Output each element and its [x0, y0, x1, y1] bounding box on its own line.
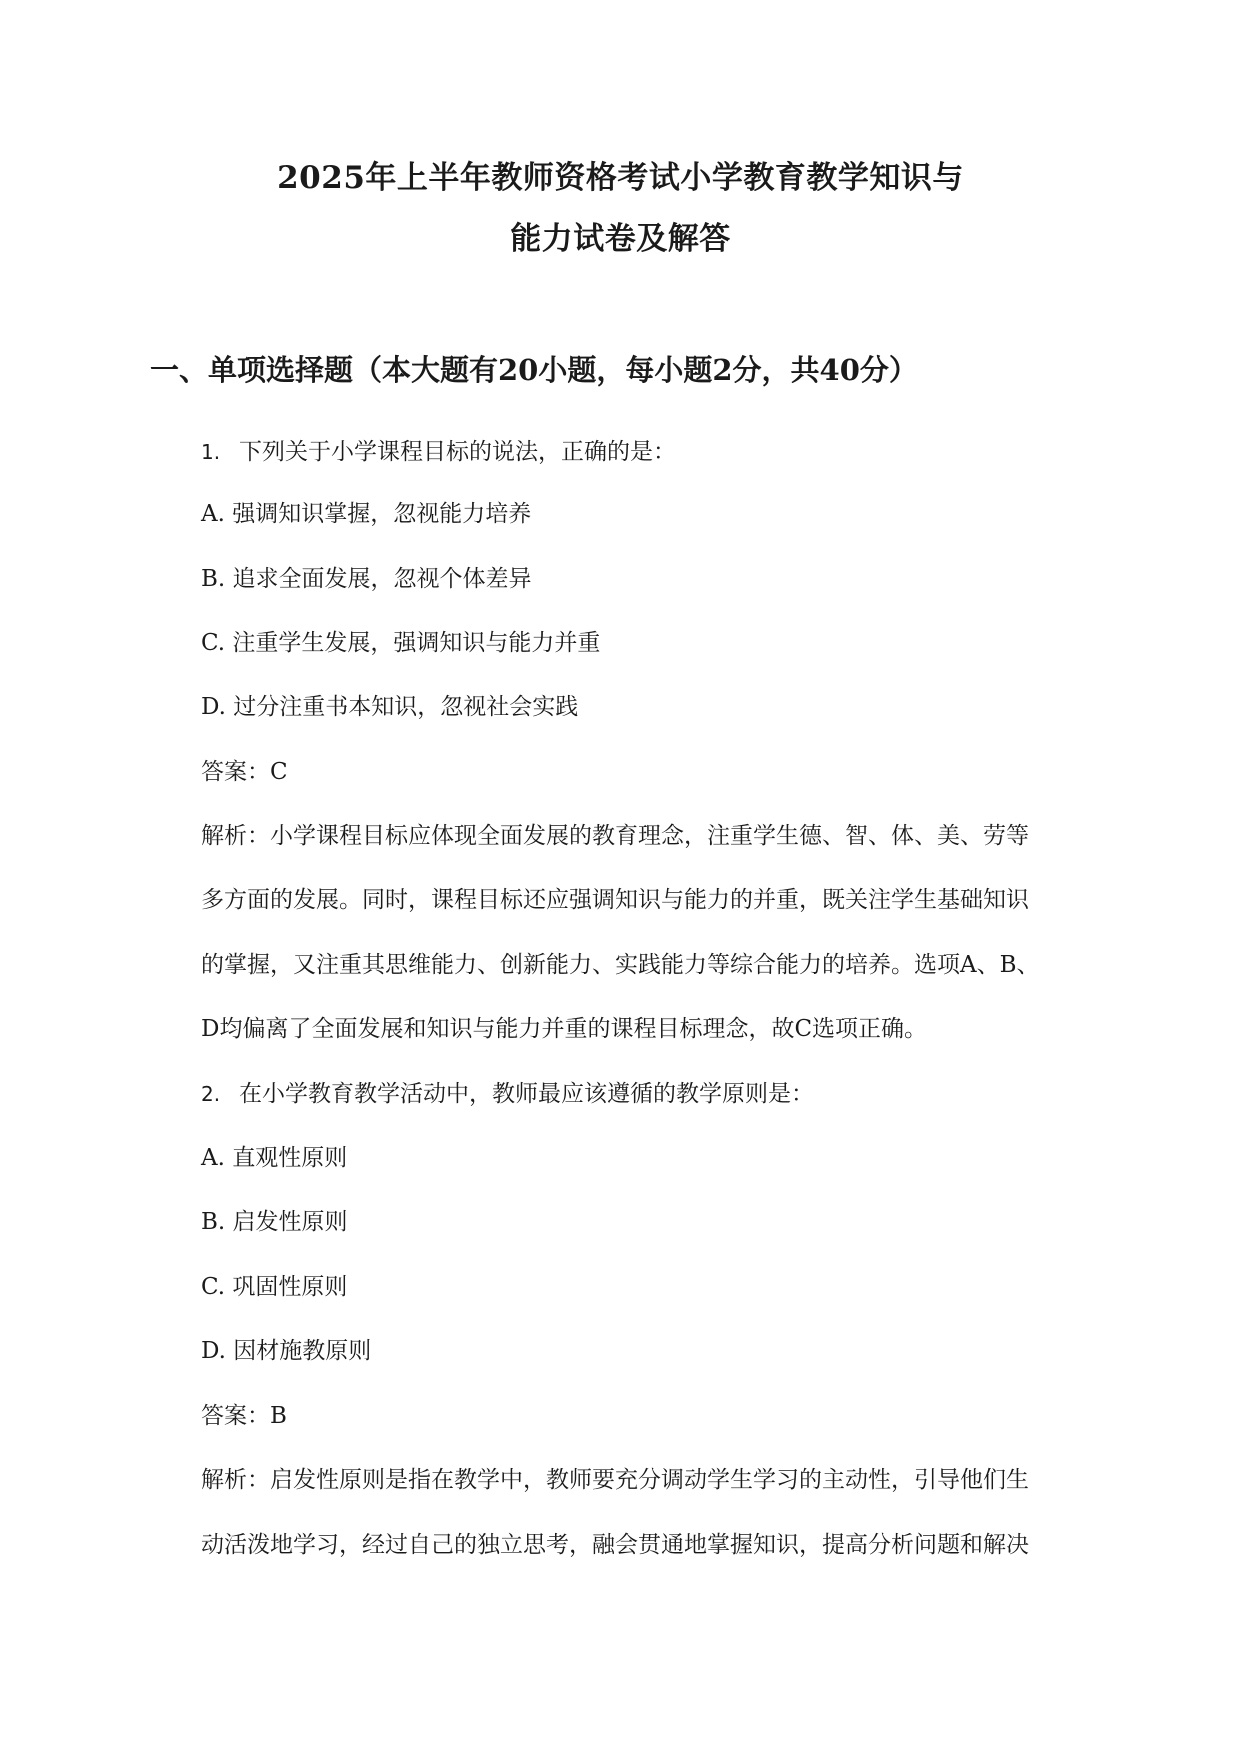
- question-1-number: 1.: [201, 440, 221, 464]
- question-1-stem: 下列关于小学课程目标的说法，正确的是：: [239, 439, 676, 465]
- question-2-stem-row: [201, 1078, 814, 1110]
- question-2-option-b: B. 启发性原则: [201, 1209, 348, 1235]
- question-1-option-b: B. 追求全面发展，忽视个体差异: [201, 566, 532, 592]
- question-2-analysis-line: 动活泼地学习，经过自己的独立思考，融会贯通地掌握知识，提高分析问题和解决: [201, 1532, 1029, 1558]
- section-heading: 一、单项选择题（本大题有20小题，每小题2分，共40分）: [150, 353, 918, 387]
- question-1-analysis-line: D均偏离了全面发展和知识与能力并重的课程目标理念，故C选项正确。: [201, 1016, 928, 1042]
- question-2-number: 2.: [201, 1082, 221, 1106]
- question-1-option-a: A. 强调知识掌握，忽视能力培养: [201, 501, 532, 527]
- question-2-option-d: D. 因材施教原则: [201, 1338, 372, 1364]
- question-1-analysis-line: 的掌握，又注重其思维能力、创新能力、实践能力等综合能力的培养。选项A、B、: [201, 952, 1040, 978]
- document-title-line-2: 能力试卷及解答: [510, 221, 731, 257]
- question-2-answer: 答案：B: [201, 1403, 287, 1429]
- question-2-analysis-line: 解析：启发性原则是指在教学中，教师要充分调动学生学习的主动性，引导他们生: [201, 1467, 1029, 1493]
- question-2-option-a: A. 直观性原则: [201, 1145, 348, 1171]
- question-1-answer: 答案：C: [201, 759, 288, 785]
- question-1-analysis-line: 解析：小学课程目标应体现全面发展的教育理念，注重学生德、智、体、美、劳等: [201, 823, 1029, 849]
- question-1-analysis-line: 多方面的发展。同时，课程目标还应强调知识与能力的并重，既关注学生基础知识: [201, 887, 1029, 913]
- question-2-option-c: C. 巩固性原则: [201, 1274, 348, 1300]
- question-1-option-d: D. 过分注重书本知识，忽视社会实践: [201, 694, 579, 720]
- question-1-option-c: C. 注重学生发展，强调知识与能力并重: [201, 630, 601, 656]
- question-2-stem: 在小学教育教学活动中，教师最应该遵循的教学原则是：: [239, 1081, 814, 1107]
- question-1-stem-row: [201, 436, 676, 468]
- document-title-line-1: 2025年上半年教师资格考试小学教育教学知识与: [277, 160, 964, 196]
